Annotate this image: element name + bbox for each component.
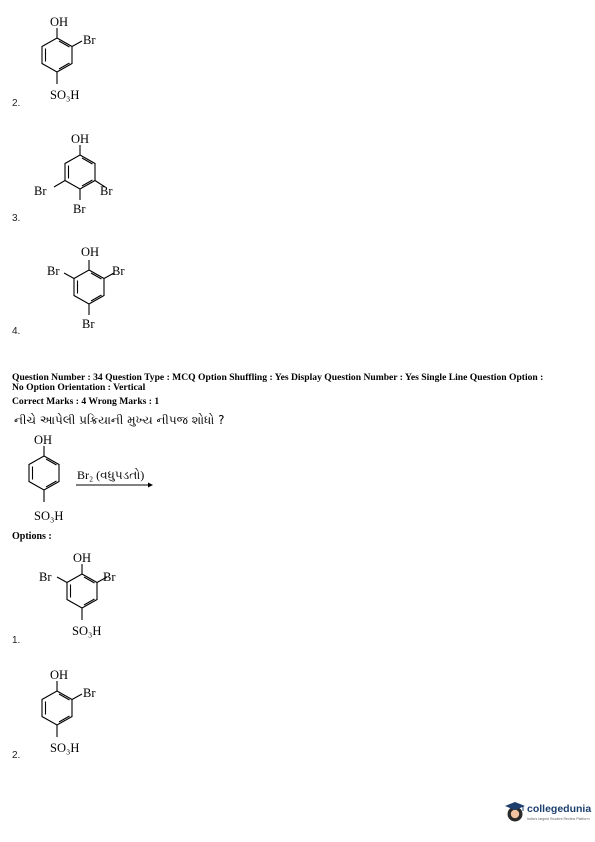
collegedunia-logo [502,798,594,828]
oh-label: OH [81,245,100,259]
br-label: Br [100,184,113,198]
oh-label: OH [50,15,69,29]
oh-label: OH [50,668,69,682]
option-number: 4. [12,326,21,337]
br-label: Br [83,33,96,47]
structure-option-4-top [25,238,145,338]
structure-option-1 [25,548,145,648]
br-label: Br [47,264,60,278]
br-label: Br [112,264,125,278]
so3h-label: SO₃H [50,88,80,102]
option-number: 2. [12,98,21,109]
question-meta-line-3: Correct Marks : 4 Wrong Marks : 1 [12,396,160,407]
option-number: 3. [12,213,21,224]
br-label: Br [34,184,47,198]
oh-label: OH [34,433,53,447]
option-number: 1. [12,635,21,646]
structure-option-2 [25,665,135,761]
oh-label: OH [73,551,92,565]
graduate-icon [504,800,526,824]
reagent-label: Br₂ (વધુપડતો) [77,468,145,482]
question-text: નીચે આપેલી પ્રક્રિયાની મુખ્ય નીપજ શોધો ? [14,413,225,427]
so3h-label: SO₃H [34,509,64,523]
question-meta-line-1: Question Number : 34 Question Type : MCQ Option Shuffling : Yes Display Question Number : Yes Single Line Question Option : [12,372,544,383]
options-label: Options : [12,531,52,542]
br-label: Br [73,202,86,216]
oh-label: OH [71,132,90,146]
br-label: Br [83,686,96,700]
brand-tagline: India's largest Student Review Platform [527,817,590,821]
br-label: Br [82,317,95,331]
br-label: Br [39,570,52,584]
structure-option-2-top [25,12,135,108]
brand-name: collegedunia [527,803,592,815]
reaction-scheme [10,430,170,530]
br-label: Br [103,570,116,584]
so3h-label: SO₃H [72,624,102,638]
structure-option-3-top [25,128,135,224]
option-number: 2. [12,750,21,761]
question-meta-line-2: No Option Orientation : Vertical [12,382,146,393]
so3h-label: SO₃H [50,741,80,755]
